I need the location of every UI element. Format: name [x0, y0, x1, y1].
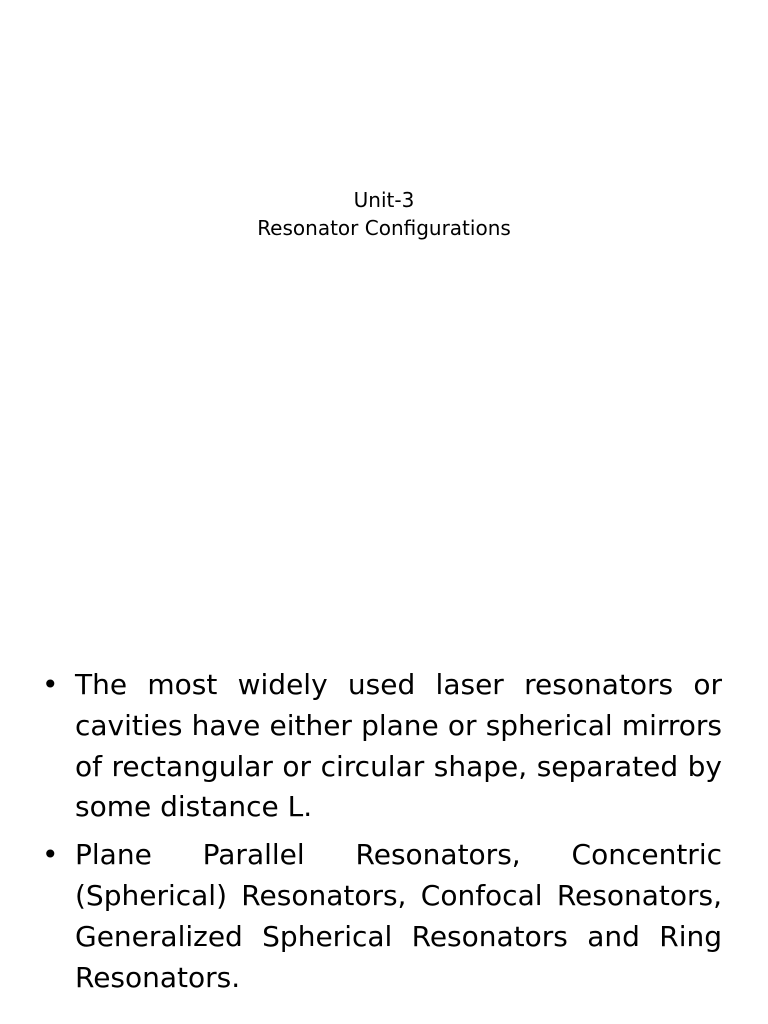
bullet-item — [42, 835, 722, 998]
bullet-item — [42, 665, 722, 828]
slide-title-line1: Unit-3 — [353, 188, 415, 212]
bullet-text: Plane Parallel Resonators, Concentric (Spherical) Resonators, Confocal Resonators, Generalized Spherical Resonators and Ring Resonators. — [75, 838, 722, 994]
bullet-list — [42, 665, 722, 1005]
bullet-text: The most widely used laser resonators or cavities have either plane or spherical mirrors of rectangular or circular shape, separated by some distance L. — [75, 668, 722, 824]
slide-title-line2: Resonator Configurations — [257, 216, 511, 240]
slide-title — [0, 186, 768, 242]
bullet-marker: • — [42, 838, 59, 872]
bullet-marker: • — [42, 668, 59, 701]
